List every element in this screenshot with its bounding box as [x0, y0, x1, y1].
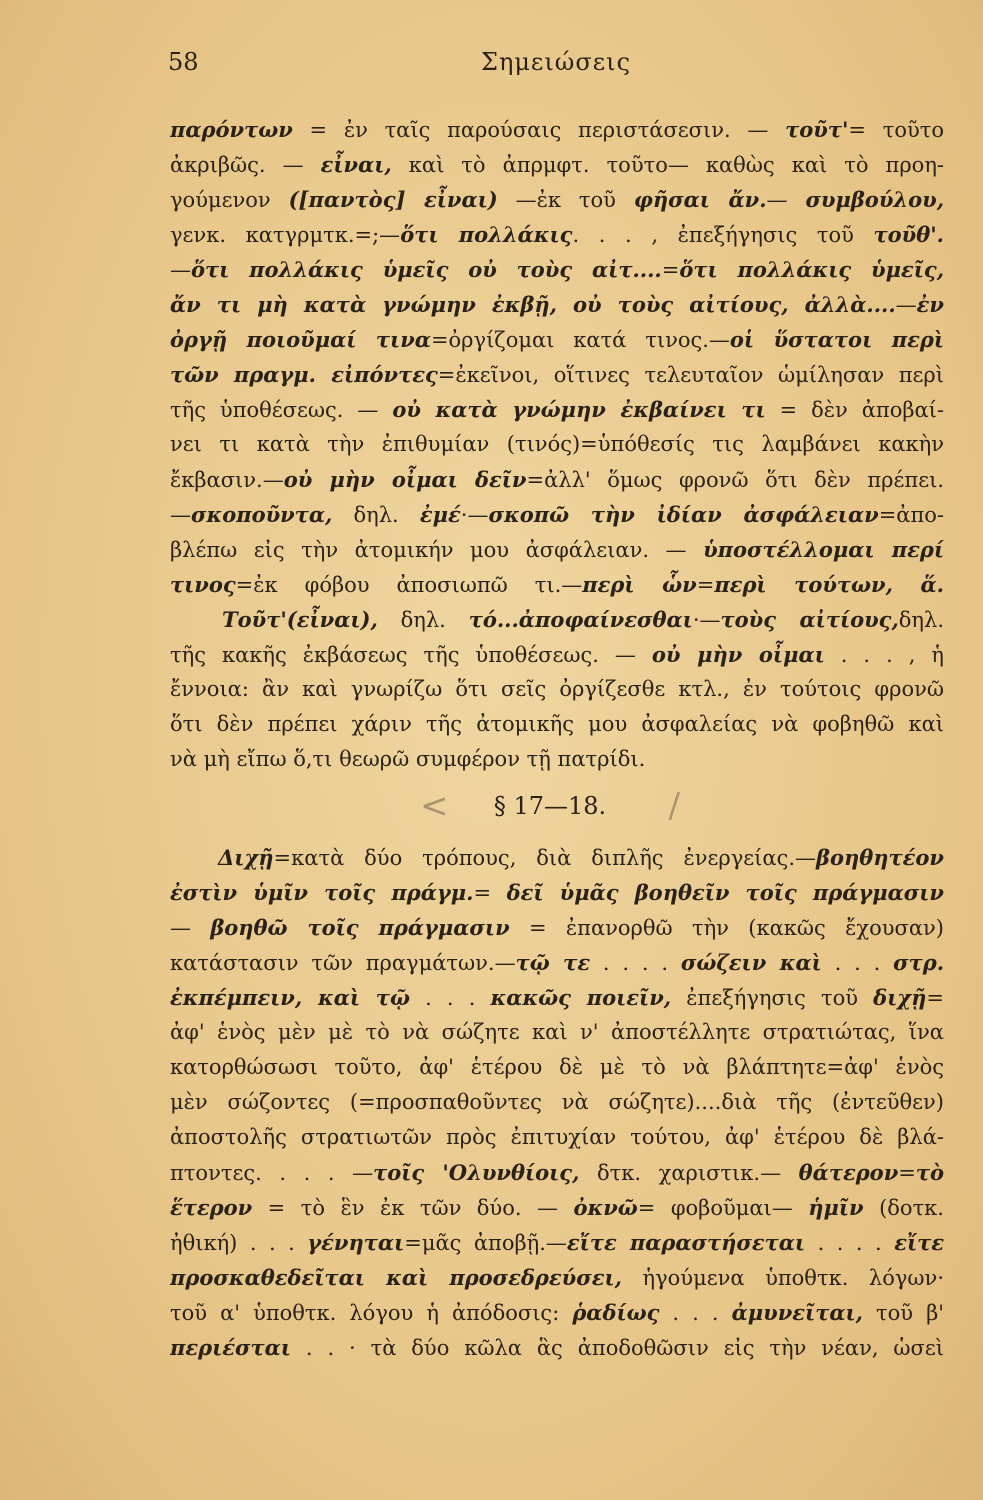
text-line: γενκ. κατγρμτκ.=;—ὅτι πολλάκις. . . , ἐπεξήγησις τοῦ τοῦθ'. — [170, 222, 944, 247]
text-line: ἀκριβῶς. — εἶναι, καὶ τὸ ἀπρμφτ. τοῦτο— καθὼς καὶ τὸ προη- — [170, 152, 944, 177]
text-line: προσκαθεδεῖται καὶ προσεδρεύσει, ἡγούμενα ὑποθτκ. λόγων· — [170, 1265, 944, 1290]
text-line: ἕτερον = τὸ ἓν ἐκ τῶν δύο. — ὀκνῶ= φοβοῦμαι— ἡμῖν (δοτκ. — [170, 1195, 944, 1220]
text-line: ὅτι δὲν πρέπει χάριν τῆς ἀτομικῆς μου ἀσφαλείας νὰ φοβηθῶ καὶ — [170, 712, 944, 736]
text-line: βλέπω εἰς τὴν ἀτομικήν μου ἀσφάλειαν. — ὑποστέλλομαι περί — [170, 537, 944, 562]
notes-block-1 — [170, 112, 944, 777]
section-heading — [420, 786, 680, 826]
text-line: τῆς ὑποθέσεως. — οὐ κατὰ γνώμην ἐκβαίνει τι = δὲν ἀποβαί- — [170, 397, 944, 422]
text-line: —σκοποῦντα, δηλ. ἐμέ·—σκοπῶ τὴν ἰδίαν ἀσφάλειαν=ἀπο- — [170, 502, 944, 527]
text-line: τῆς κακῆς ἐκβάσεως τῆς ὑποθέσεως. — οὐ μὴν οἶμαι . . . , ἡ — [170, 642, 944, 667]
left-bracket-mark: < — [420, 786, 449, 826]
text-line: — βοηθῶ τοῖς πράγμασιν = ἐπανορθῶ τὴν (κακῶς ἔχουσαν) — [170, 915, 944, 940]
text-line: μὲν σώζοντες (=προσπαθοῦντες νὰ σώζητε)....διὰ τῆς (ἐντεῦθεν) — [170, 1090, 944, 1114]
text-line: ἄν τι μὴ κατὰ γνώμην ἐκβῇ, οὐ τοὺς αἰτίους, ἀλλὰ....—ἐν — [170, 292, 944, 317]
text-line: περιέσται . . · τὰ δύο κῶλα ἃς ἀποδοθῶσιν εἰς τὴν νέαν, ὡσεὶ — [170, 1335, 944, 1360]
section-heading-text: § 17—18. — [493, 792, 607, 820]
text-line: ἠθική) . . . γένηται=μᾶς ἀποβῇ.—εἴτε παραστήσεται . . . . εἴτε — [170, 1230, 944, 1255]
text-line: ἀποστολῆς στρατιωτῶν πρὸς ἐπιτυχίαν τούτου, ἀφ' ἑτέρου δὲ βλά- — [170, 1125, 944, 1149]
text-line: κατάστασιν τῶν πραγμάτων.—τῷ τε . . . . σώζειν καὶ . . . στρ. — [170, 950, 944, 975]
text-line: Τοῦτ'(εἶναι), δηλ. τό...ἀποφαίνεσθαι·—τοὺς αἰτίους,δηλ. — [222, 607, 944, 632]
text-line: τινος=ἐκ φόβου ἀποσιωπῶ τι.—περὶ ὧν=περὶ τούτων, ἅ. — [170, 572, 944, 597]
text-line: νει τι κατὰ τὴν ἐπιθυμίαν (τινός)=ὑπόθεσίς τις λαμβάνει κακὴν — [170, 432, 944, 456]
text-line: ἔκβασιν.—οὐ μὴν οἶμαι δεῖν=ἀλλ' ὅμως φρονῶ ὅτι δὲν πρέπει. — [170, 467, 944, 492]
running-title: Σημειώσεις — [480, 48, 632, 76]
text-line: ἐκπέμπειν, καὶ τῷ . . . κακῶς ποιεῖν, ἐπεξήγησις τοῦ διχῇ= — [170, 985, 944, 1010]
notes-block-2 — [170, 840, 944, 1365]
right-bracket-mark: / — [668, 786, 680, 826]
text-line: τοῦ α' ὑποθτκ. λόγου ἡ ἀπόδοσις: ῥαδίως . . . ἀμυνεῖται, τοῦ β' — [170, 1300, 944, 1325]
text-line: —ὅτι πολλάκις ὑμεῖς οὐ τοὺς αἰτ....=ὅτι πολλάκις ὑμεῖς, — [170, 257, 944, 282]
text-line: νὰ μὴ εἴπω ὅ,τι θεωρῶ συμφέρον τῇ πατρίδι. — [170, 747, 646, 771]
text-line: παρόντων = ἐν ταῖς παρούσαις περιστάσεσιν. — τοῦτ'= τοῦτο — [170, 117, 944, 142]
page-number: 58 — [168, 48, 199, 76]
text-line: τῶν πραγμ. εἰπόντες=ἐκεῖνοι, οἵτινες τελευταῖον ὡμίλησαν περὶ — [170, 362, 944, 387]
page-header — [168, 48, 944, 82]
text-line: γούμενον ([παντὸς] εἶναι) —ἐκ τοῦ φῆσαι ἄν.— συμβούλου, — [170, 187, 944, 212]
text-line: πτοντες. . . . —τοῖς 'Ολυνθίοις, δτκ. χαριστικ.— θάτερον=τὸ — [170, 1160, 944, 1185]
text-line: κατορθώσωσι τοῦτο, ἀφ' ἑτέρου δὲ μὲ τὸ νὰ βλάπτητε=ἀφ' ἑνὸς — [170, 1055, 944, 1079]
text-line: ἐστὶν ὑμῖν τοῖς πράγμ.= δεῖ ὑμᾶς βοηθεῖν τοῖς πράγμασιν — [170, 880, 944, 905]
text-line: ἀφ' ἑνὸς μὲν μὲ τὸ νὰ σώζητε καὶ ν' ἀποστέλλητε στρατιώτας, ἵνα — [170, 1020, 944, 1044]
text-line: ἔννοια: ἂν καὶ γνωρίζω ὅτι σεῖς ὀργίζεσθε κτλ., ἐν τούτοις φρονῶ — [170, 677, 944, 701]
text-line: ὀργῇ ποιοῦμαί τινα=ὀργίζομαι κατά τινος.—οἱ ὕστατοι περὶ — [170, 327, 944, 352]
text-line: Διχῇ=κατὰ δύο τρόπους, διὰ διπλῆς ἐνεργείας.—βοηθητέον — [218, 845, 944, 870]
